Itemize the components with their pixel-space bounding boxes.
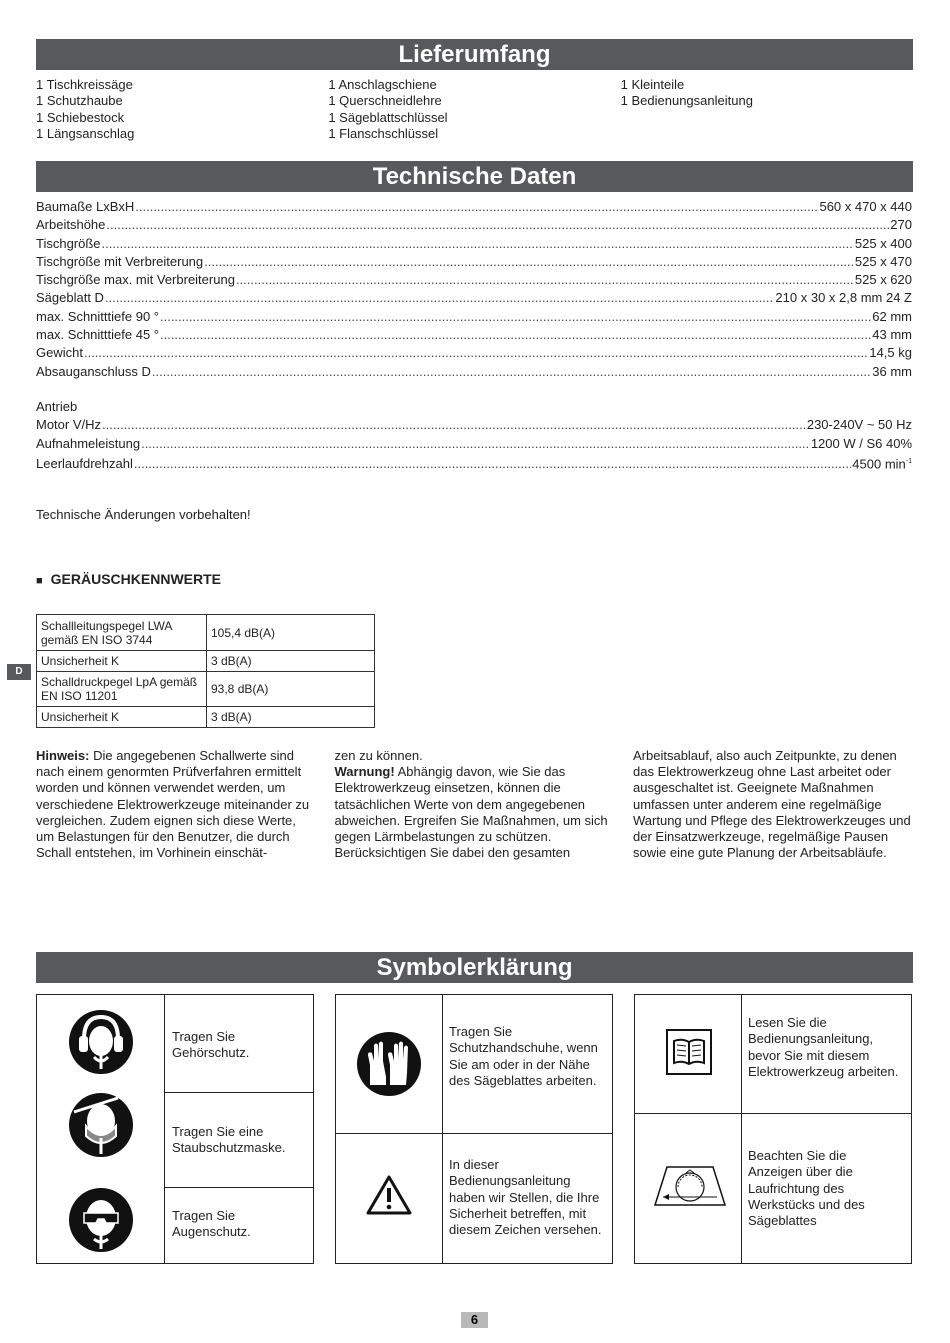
hint-col-2: zen zu können. Warnung! Abhängig davon, wie Sie das Elektrowerkzeug einsetzen, können die tatsächlichen Werte von dem angegebenen abweichen. Ergreifen Sie Maßnahmen, um sich gegen Lärmbelastungen zu schützen. Berücksichtigen Sie dabei den gesamten xyxy=(334,748,608,861)
table-row: Schallleitungspegel LWA gemäß EN ISO 3744 105,4 dB(A) xyxy=(37,615,375,651)
spec-row: Tischgröße ..... 525 x 400 xyxy=(36,235,912,253)
changes-note: Technische Änderungen vorbehalten! xyxy=(36,507,251,522)
spec-row: Baumaße LxBxH ..... 560 x 470 x 440 xyxy=(36,198,912,216)
spec-row: Motor V/Hz ..... 230-240V ~ 50 Hz xyxy=(36,416,912,434)
spec-row: Gewicht ..... 14,5 kg xyxy=(36,344,912,362)
symbol-text: Beachten Sie die Anzeigen über die Laufrichtung des Werkstücks und des Sägeblattes xyxy=(748,1148,865,1229)
symbol-text: Tragen Sie Augenschutz. xyxy=(172,1208,251,1240)
spec-row: Tischgröße max. mit Verbreiterung ..... 525 x 620 xyxy=(36,271,912,289)
section-title-symbolerklaerung: Symbolerklärung xyxy=(36,952,913,983)
symbol-text: Lesen Sie die Bedienungsanleitung, bevor Sie mit diesem Elektrowerkzeug arbeiten. xyxy=(748,1015,899,1079)
warning-triangle-icon xyxy=(366,1174,412,1216)
list-item: 1 Anschlagschiene xyxy=(328,77,437,92)
spec-row: max. Schnitttiefe 45 ° ..... 43 mm xyxy=(36,326,912,344)
spec-row: Leerlaufdrehzahl ..... 4500 $\min^{-1}$ xyxy=(36,453,912,474)
table-row: Unsicherheit K 3 dB(A) xyxy=(37,707,375,728)
delivery-list xyxy=(36,77,913,142)
hint-col-1: Hinweis: Die angegebenen Schallwerte sind nach einem genormten Prüfverfahren ermittelt worden und können verwendet werden, um verschiedene Elektrowerkzeuge miteinander zu vergleichen. Zudem eignen sich diese Werte, um Belastungen für den Benutzer, die durch Schall entstehen, im Vorhinein einschät- xyxy=(36,748,310,861)
noise-heading: ■ GERÄUSCHKENNWERTE xyxy=(36,571,221,587)
ear-protection-icon xyxy=(68,1009,134,1075)
symbol-text: Tragen Sie eine Staubschutzmaske. xyxy=(172,1124,286,1156)
symbol-text: Tragen Sie Schutzhandschuhe, wenn Sie am oder in der Nähe des Sägeblattes arbeiten. xyxy=(449,1024,598,1088)
symbol-text: Tragen Sie Gehörschutz. xyxy=(172,1029,250,1061)
gloves-icon xyxy=(356,1031,422,1097)
eye-protection-icon xyxy=(68,1187,134,1253)
spec-row: max. Schnitttiefe 90 ° ..... 62 mm xyxy=(36,308,912,326)
symbol-text: In dieser Bedienungsanleitung haben wir Stellen, die Ihre Sicherheit betreffen, mit diesem Zeichen versehen. xyxy=(449,1157,602,1238)
section-title-technische-daten: Technische Daten xyxy=(36,161,913,192)
drive-spec-list xyxy=(36,398,912,474)
spec-row: Absauganschluss D ..... 36 mm xyxy=(36,363,912,381)
table-row: Unsicherheit K 3 dB(A) xyxy=(37,651,375,672)
list-item: 1 Schutzhaube xyxy=(36,93,123,109)
spec-row: Sägeblatt D ..... 210 x 30 x 2,8 mm 24 Z xyxy=(36,289,912,307)
spec-row: Arbeitshöhe ..... 270 xyxy=(36,216,912,234)
hint-col-3: Arbeitsablauf, also auch Zeitpunkte, zu denen das Elektrowerkzeug ohne Last arbeitet oder ausgeschaltet ist. Geeignete Maßnahmen umfassen unter anderem eine regelmäßige Wartung und Pflege des Elektrowerkzeuges und der Einsatzwerkzeuge, regelmäßige Pausen sowie eine gute Planung der Arbeitsabläufe. xyxy=(633,748,911,861)
page-number: 6 xyxy=(461,1312,488,1328)
saw-direction-icon xyxy=(653,1165,727,1207)
delivery-col-2 xyxy=(328,77,620,142)
list-item: 1 Kleinteile xyxy=(620,77,685,92)
list-item: 1 Sägeblattschlüssel xyxy=(328,109,448,125)
table-row: Schalldruckpegel LpA gemäß EN ISO 11201 93,8 dB(A) xyxy=(37,672,375,707)
language-tab: D xyxy=(7,664,31,680)
list-item: 1 Tischkreissäge xyxy=(36,77,133,92)
list-item: 1 Bedienungsanleitung xyxy=(620,93,753,109)
manual-book-icon xyxy=(666,1029,712,1075)
spec-row: Aufnahmeleistung ..... 1200 W / S6 40% xyxy=(36,435,912,453)
delivery-col-1 xyxy=(36,77,328,142)
spec-list xyxy=(36,198,912,381)
noise-hint xyxy=(36,748,913,861)
list-item: 1 Schiebestock xyxy=(36,109,125,125)
list-item: 1 Längsanschlag xyxy=(36,125,135,141)
square-bullet-icon: ■ xyxy=(36,575,43,587)
spec-row: Tischgröße mit Verbreiterung ..... 525 x 470 xyxy=(36,253,912,271)
symbol-box-safety xyxy=(335,994,613,1264)
section-title-lieferumfang: Lieferumfang xyxy=(36,39,913,70)
symbol-box-instructions xyxy=(634,994,912,1264)
symbol-box-ppe xyxy=(36,994,314,1264)
list-item: 1 Flanschschlüssel xyxy=(328,125,439,141)
drive-heading: Antrieb xyxy=(36,399,78,414)
list-item: 1 Querschneidlehre xyxy=(328,93,442,109)
dust-mask-icon xyxy=(68,1092,134,1158)
delivery-col-3 xyxy=(621,77,913,142)
noise-table xyxy=(36,614,375,728)
